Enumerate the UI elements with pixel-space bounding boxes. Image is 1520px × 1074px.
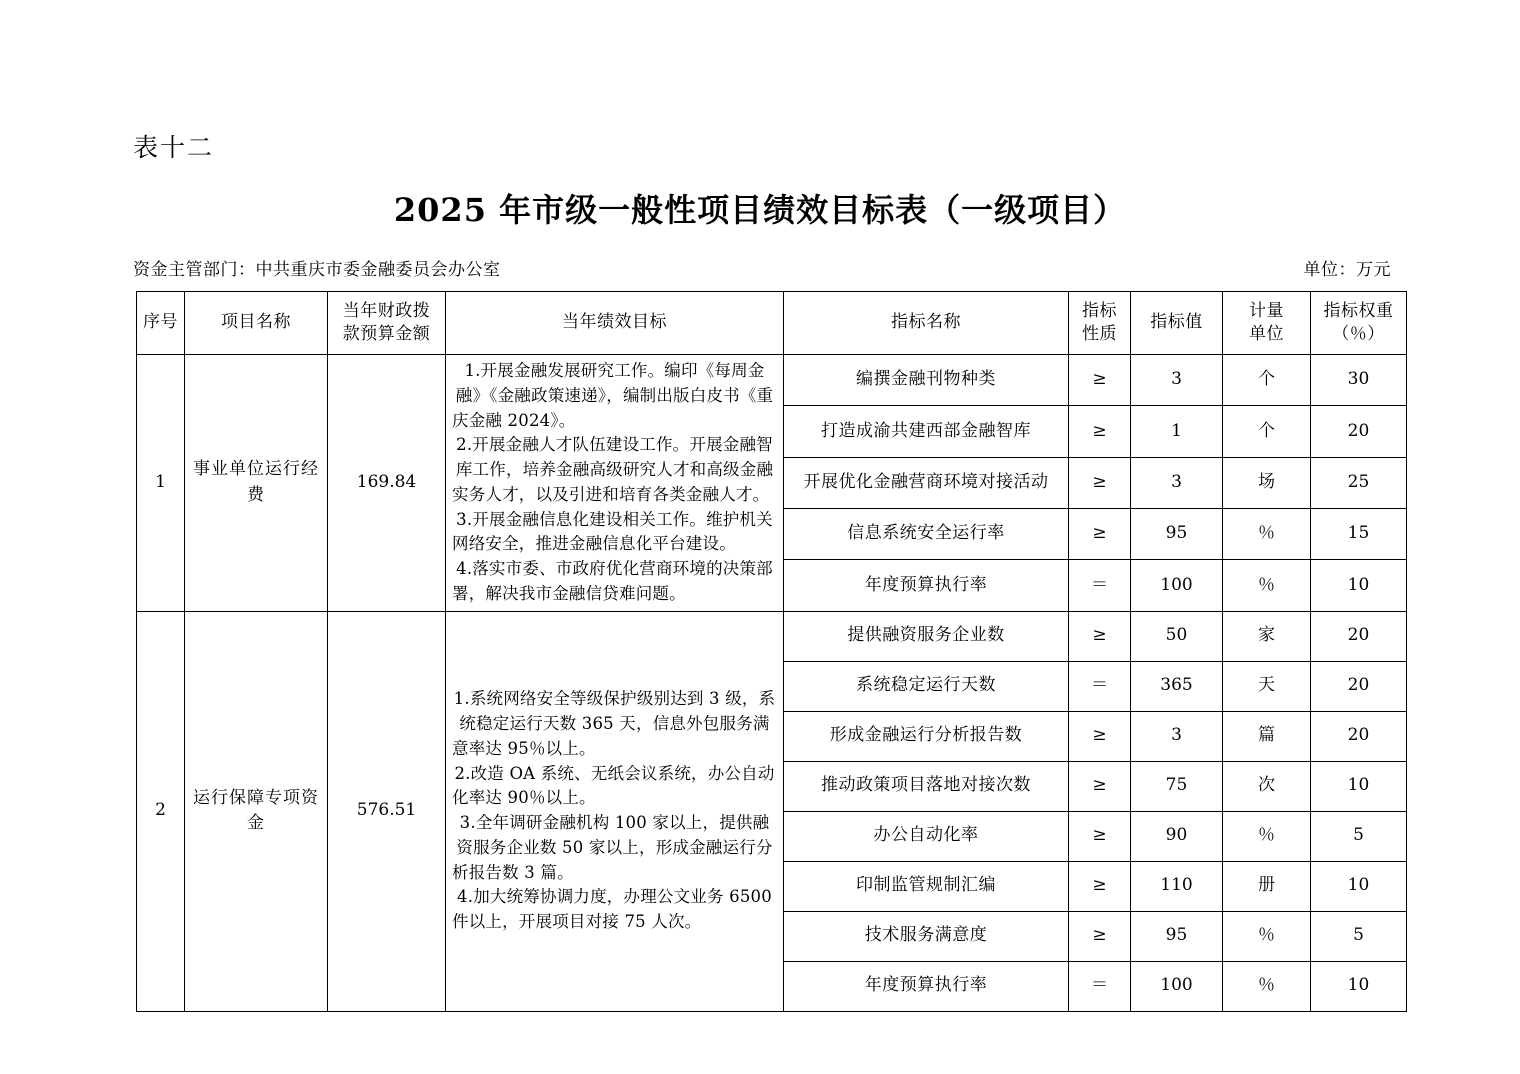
table-label: 表十二 [133,133,215,162]
meta-row [133,255,1391,280]
indicator-unit: ％ [1223,811,1311,861]
amount-unit: 单位：万元 [1303,260,1391,280]
indicator-property: ≥ [1069,457,1131,508]
table-row [137,611,1407,661]
indicator-unit: 次 [1223,761,1311,811]
indicator-weight: 10 [1311,861,1407,911]
header-unit [1223,292,1311,355]
table-header-row [137,292,1407,355]
indicator-unit: 个 [1223,406,1311,457]
indicator-weight: 10 [1311,961,1407,1011]
header-weight-line1: 指标权重 [1323,301,1394,322]
indicator-name: 印制监管规制汇编 [784,861,1069,911]
indicator-name: 技术服务满意度 [784,911,1069,961]
indicator-weight: 15 [1311,508,1407,559]
header-indicator-property-line1: 指标 [1082,301,1117,322]
indicator-property: ≥ [1069,711,1131,761]
page-title: 2025 年市级一般性项目绩效目标表（一级项目） [393,191,1127,229]
indicator-unit: 家 [1223,611,1311,661]
indicator-unit: ％ [1223,961,1311,1011]
header-weight-line2: （％） [1332,324,1385,344]
indicator-unit: 天 [1223,661,1311,711]
indicator-weight: 5 [1311,911,1407,961]
indicator-weight: 20 [1311,711,1407,761]
table-row [137,355,1407,406]
header-indicator-value: 指标值 [1131,292,1223,355]
indicator-property: ≥ [1069,911,1131,961]
indicator-name: 年度预算执行率 [784,560,1069,611]
indicator-value: 100 [1131,961,1223,1011]
indicator-unit: 篇 [1223,711,1311,761]
managing-department: 资金主管部门：中共重庆市委金融委员会办公室 [133,260,501,280]
indicator-weight: 5 [1311,811,1407,861]
indicator-name: 打造成渝共建西部金融智库 [784,406,1069,457]
indicator-value: 95 [1131,911,1223,961]
indicator-weight: 10 [1311,560,1407,611]
project-budget-amount: 169.84 [328,355,446,612]
indicator-weight: 20 [1311,611,1407,661]
indicator-unit: 册 [1223,861,1311,911]
project-annual-goal: 1.开展金融发展研究工作。编印《每周金融》《金融政策速递》，编制出版白皮书《重庆金融 2024》。 2.开展金融人才队伍建设工作。开展金融智库工作，培养金融高级研究人才和高级金融实务人才，以及引进和培育各类金融人才。 3.开展金融信息化建设相关工作。维护机关网络安全，推进金融信息化平台建设。 4.落实市委、市政府优化营商环境的决策部署，解决我市金融信贷难问题。 [446,355,784,612]
project-budget-amount: 576.51 [328,611,446,1011]
project-annual-goal: 1.系统网络安全等级保护级别达到 3 级，系统稳定运行天数 365 天，信息外包服务满意率达 95％以上。 2.改造 OA 系统、无纸会议系统，办公自动化率达 90％以上。 3.全年调研金融机构 100 家以上，提供融资服务企业数 50 家以上，形成金融运行分析报告数 3 篇。 4.加大统筹协调力度，办理公文业务 6500 件以上，开展项目对接 75 人次。 [446,611,784,1011]
table-body [137,355,1407,1012]
indicator-property: ≥ [1069,861,1131,911]
indicator-name: 办公自动化率 [784,811,1069,861]
indicator-value: 95 [1131,508,1223,559]
header-indicator-name: 指标名称 [784,292,1069,355]
indicator-property: ≥ [1069,761,1131,811]
indicator-property: ≥ [1069,508,1131,559]
indicator-name: 开展优化金融营商环境对接活动 [784,457,1069,508]
header-indicator-property [1069,292,1131,355]
indicator-name: 编撰金融刊物种类 [784,355,1069,406]
performance-goal-table [136,291,1407,1012]
indicator-property: ＝ [1069,560,1131,611]
indicator-property: ≥ [1069,406,1131,457]
indicator-value: 3 [1131,457,1223,508]
indicator-value: 75 [1131,761,1223,811]
header-budget-amount [328,292,446,355]
indicator-property: ≥ [1069,811,1131,861]
header-indicator-property-line2: 性质 [1082,324,1117,344]
indicator-value: 3 [1131,355,1223,406]
indicator-unit: ％ [1223,560,1311,611]
header-weight [1311,292,1407,355]
header-goal: 当年绩效目标 [446,292,784,355]
indicator-value: 50 [1131,611,1223,661]
indicator-property: ＝ [1069,661,1131,711]
indicator-weight: 20 [1311,661,1407,711]
project-seq: 2 [137,611,185,1011]
indicator-unit: ％ [1223,911,1311,961]
indicator-property: ≥ [1069,611,1131,661]
indicator-value: 110 [1131,861,1223,911]
indicator-unit: ％ [1223,508,1311,559]
indicator-property: ＝ [1069,961,1131,1011]
indicator-value: 1 [1131,406,1223,457]
project-name: 事业单位运行经费 [185,355,328,612]
indicator-weight: 20 [1311,406,1407,457]
header-unit-line2: 单位 [1249,324,1284,344]
header-budget-amount-line2: 款预算金额 [342,324,431,344]
indicator-unit: 场 [1223,457,1311,508]
indicator-name: 信息系统安全运行率 [784,508,1069,559]
header-budget-amount-line1: 当年财政拨 [342,301,431,322]
indicator-value: 100 [1131,560,1223,611]
header-unit-line1: 计量 [1249,301,1284,322]
indicator-weight: 30 [1311,355,1407,406]
indicator-value: 3 [1131,711,1223,761]
indicator-name: 推动政策项目落地对接次数 [784,761,1069,811]
indicator-weight: 10 [1311,761,1407,811]
indicator-property: ≥ [1069,355,1131,406]
indicator-value: 90 [1131,811,1223,861]
indicator-name: 年度预算执行率 [784,961,1069,1011]
indicator-value: 365 [1131,661,1223,711]
indicator-name: 系统稳定运行天数 [784,661,1069,711]
project-name: 运行保障专项资金 [185,611,328,1011]
project-seq: 1 [137,355,185,612]
indicator-name: 形成金融运行分析报告数 [784,711,1069,761]
header-project-name: 项目名称 [185,292,328,355]
indicator-unit: 个 [1223,355,1311,406]
indicator-weight: 25 [1311,457,1407,508]
indicator-name: 提供融资服务企业数 [784,611,1069,661]
header-seq: 序号 [137,292,185,355]
